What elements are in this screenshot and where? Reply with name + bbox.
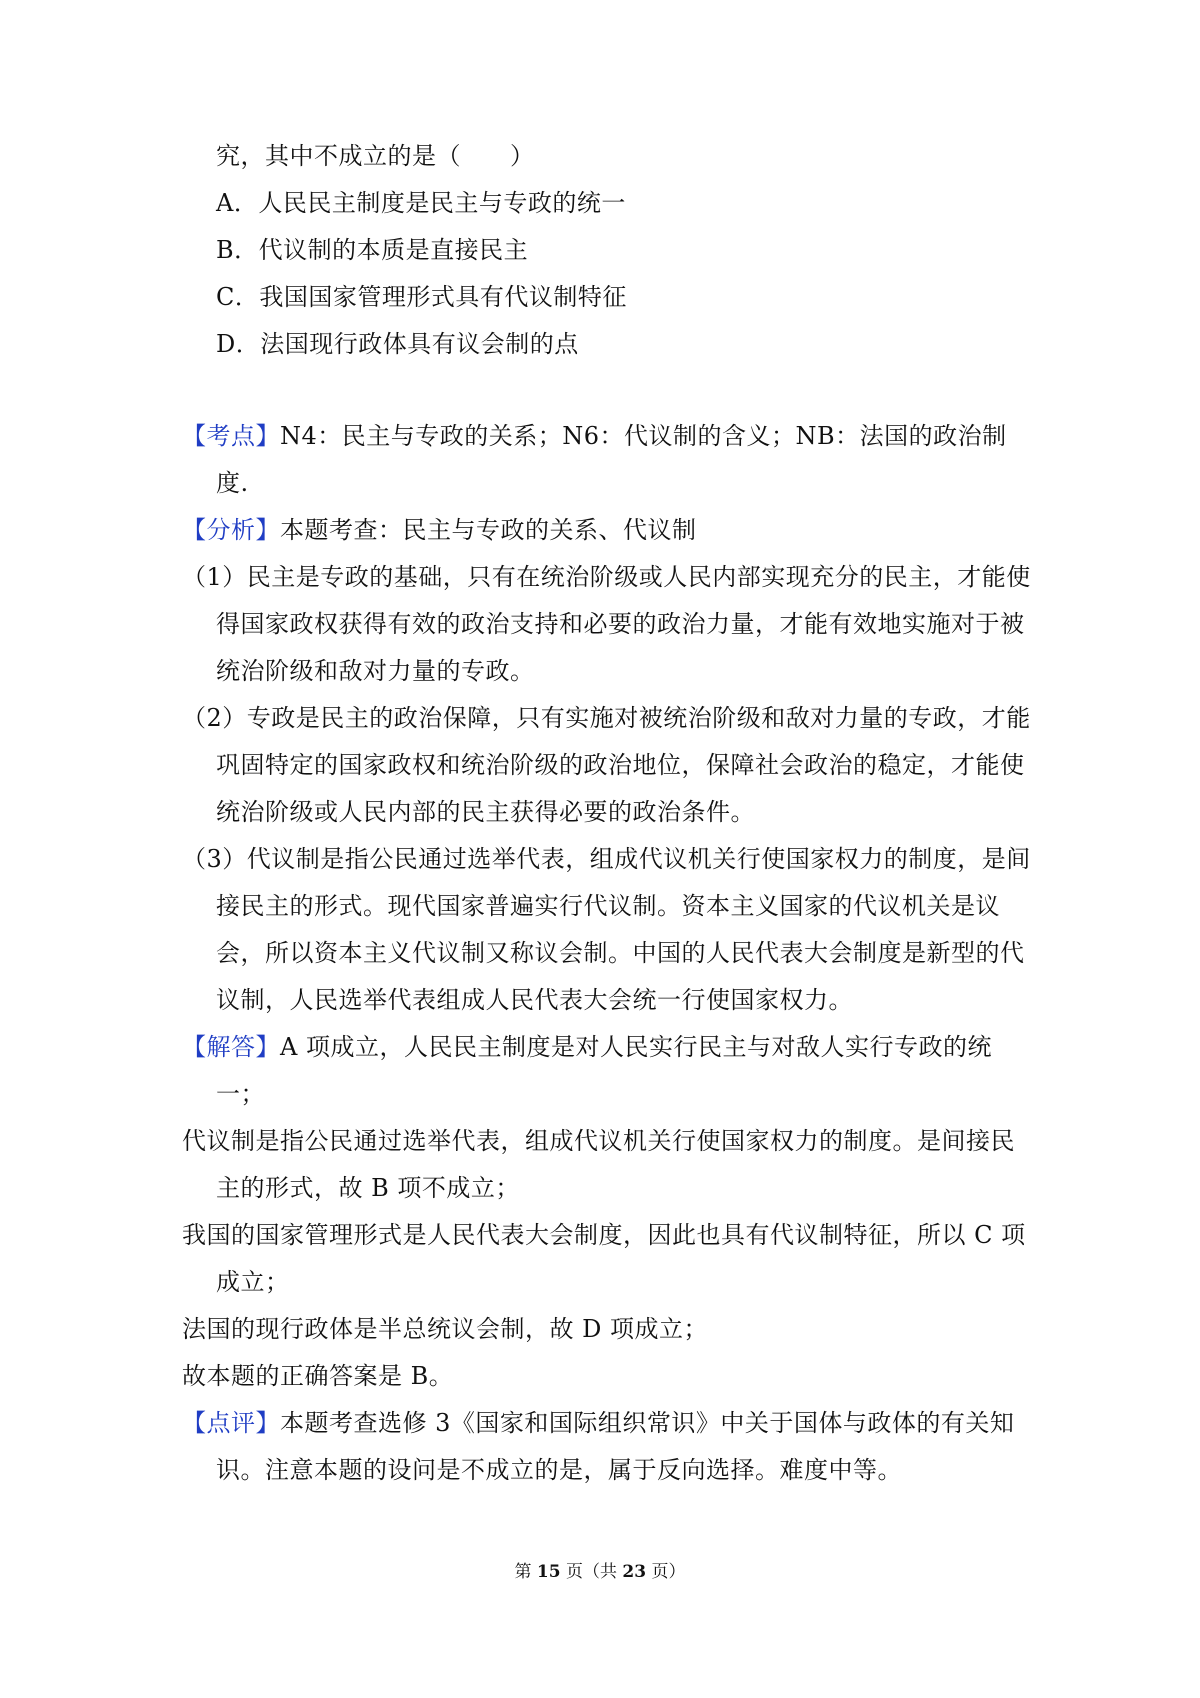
kaodian-line-2: 度.: [216, 469, 249, 497]
option-c: C．我国国家管理形式具有代议制特征: [216, 283, 627, 311]
jieda-p3-line-2: 成立；: [216, 1268, 290, 1296]
jieda-p4: 法国的现行政体是半总统议会制，故 D 项成立；: [182, 1315, 708, 1343]
dianping-line-1: [182, 1407, 1014, 1439]
fenxi-point-2-line-3: 统治阶级或人民内部的民主获得必要的政治条件。: [216, 798, 755, 826]
kaodian-label: 【考点】: [182, 422, 280, 450]
fenxi-point-3-line-1: （3）代议制是指公民通过选举代表，组成代议机关行使国家权力的制度，是间: [182, 845, 1031, 873]
jieda-p2-line-2: 主的形式，故 B 项不成立；: [216, 1174, 520, 1202]
option-b: B．代议制的本质是直接民主: [216, 236, 529, 264]
fenxi-line: [182, 514, 697, 546]
footer-total-pages: 23: [622, 1562, 647, 1582]
jieda-line-2: 一；: [216, 1080, 265, 1108]
fenxi-point-2-line-1: （2）专政是民主的政治保障，只有实施对被统治阶级和敌对力量的专政，才能: [182, 704, 1031, 732]
fenxi-text: 本题考查：民主与专政的关系、代议制: [280, 516, 697, 544]
kaodian-line-1: [182, 420, 1007, 452]
dianping-line-2: 识。注意本题的设问是不成立的是，属于反向选择。难度中等。: [216, 1456, 902, 1484]
kaodian-text: N4：民主与专政的关系；N6：代议制的含义；NB：法国的政治制: [280, 422, 1007, 450]
page-footer: [0, 1561, 1200, 1583]
footer-post: 页）: [651, 1562, 686, 1582]
footer-pre: 第: [514, 1562, 532, 1582]
fenxi-point-1-line-1: （1）民主是专政的基础，只有在统治阶级或人民内部实现充分的民主，才能使: [182, 563, 1031, 591]
fenxi-point-1-line-2: 得国家政权获得有效的政治支持和必要的政治力量，才能有效地实施对于被: [216, 610, 1025, 638]
fenxi-point-3-line-4: 议制，人民选举代表组成人民代表大会统一行使国家权力。: [216, 986, 853, 1014]
option-a: A．人民民主制度是民主与专政的统一: [216, 189, 626, 217]
footer-page-number: 15: [536, 1562, 561, 1582]
jieda-text: A 项成立，人民民主制度是对人民实行民主与对敌人实行专政的统: [280, 1033, 992, 1061]
fenxi-point-2-line-2: 巩固特定的国家政权和统治阶级的政治地位，保障社会政治的稳定，才能使: [216, 751, 1025, 779]
dianping-text: 本题考查选修 3《国家和国际组织常识》中关于国体与政体的有关知: [280, 1409, 1015, 1437]
fenxi-point-3-line-2: 接民主的形式。现代国家普遍实行代议制。资本主义国家的代议机关是议: [216, 892, 1000, 920]
jieda-line-1: [182, 1031, 992, 1063]
fenxi-point-1-line-3: 统治阶级和敌对力量的专政。: [216, 657, 535, 685]
jieda-p2-line-1: 代议制是指公民通过选举代表，组成代议机关行使国家权力的制度。是间接民: [182, 1127, 1015, 1155]
question-stem: 究，其中不成立的是（ ）: [216, 142, 535, 170]
jieda-p5: 故本题的正确答案是 B。: [182, 1362, 454, 1390]
jieda-label: 【解答】: [182, 1033, 280, 1061]
footer-mid: 页（共: [566, 1562, 617, 1582]
fenxi-point-3-line-3: 会，所以资本主义代议制又称议会制。中国的人民代表大会制度是新型的代: [216, 939, 1025, 967]
jieda-p3-line-1: 我国的国家管理形式是人民代表大会制度，因此也具有代议制特征，所以 C 项: [182, 1221, 1026, 1249]
dianping-label: 【点评】: [182, 1409, 280, 1437]
fenxi-label: 【分析】: [182, 516, 280, 544]
option-d: D．法国现行政体具有议会制的点: [216, 330, 579, 358]
